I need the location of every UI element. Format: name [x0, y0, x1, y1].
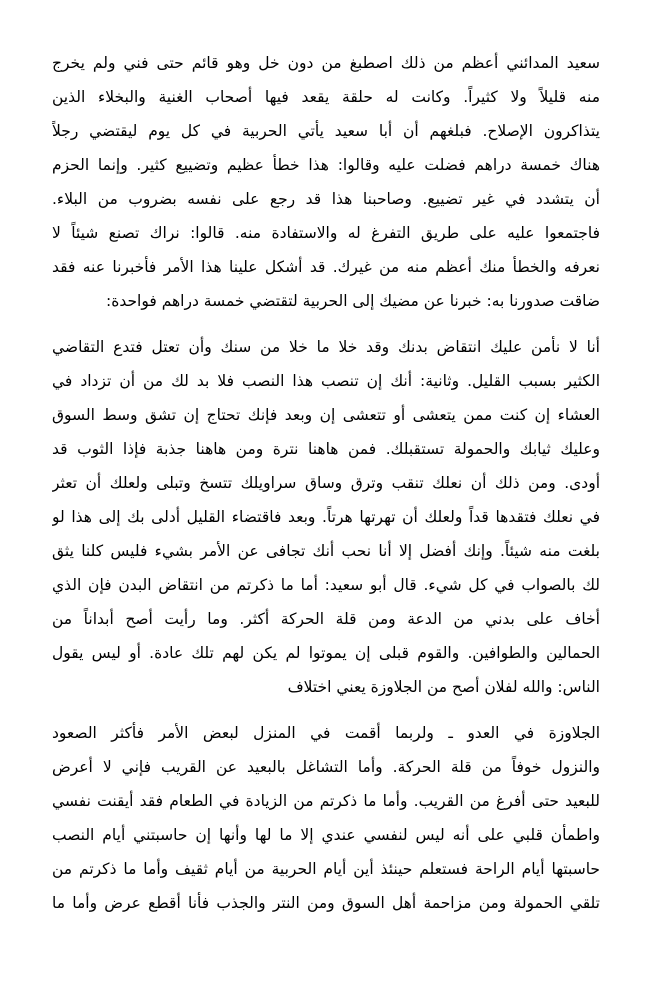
text-line: منه قليلاً ولا كثيراً. وكانت له حلقة يقعد فيها أصحاب الغنية والبخلاء الذين [52, 88, 600, 106]
text-line: أن يتشدد في غير تضييع. وصاحبنا هذا قد رجع على نفسه بضروب من البلاء. [52, 190, 600, 208]
paragraph-1 [52, 46, 600, 318]
text-line: ضاقت صدورنا به: خبرنا عن مضيك إلى الحربية لتقتضي خمسة دراهم فواحدة: [105, 292, 600, 310]
text-line: الحمالين والطوافين. والقوم قبلى إن يموتوا لم يكن لهم تلك عادة. أو ليس يقول [52, 644, 600, 662]
text-line: وعليك ثيابك والحمولة تستقبلك. فمن هاهنا نترة ومن هاهنا جذبة فإذا الثوب قد [52, 440, 600, 458]
text-line: لك بالصواب في كل شيء. قال أبو سعيد: أما ما ذكرتم من انتقاض البدن فإن الذي [52, 576, 600, 594]
text-line: بلغت منه شيئاً. وإنك أفضل إلا أنا نحب أنك تجافى عن الأمر بشيء فليس كلنا يثق [52, 542, 600, 560]
text-line: أخاف على بدني من الدعة ومن قلة الحركة أكثر. وما رأيت أصح أبداناً من [52, 610, 600, 628]
text-line: تلقي الحمولة ومن مزاحمة أهل السوق ومن النتر والجذب فأنا أقطع عرض وأما ما [52, 894, 600, 912]
text-line: يتذاكرون الإصلاح. فبلغهم أن أبا سعيد يأتي الحربية في كل يوم ليقتضي رجلاً [52, 122, 600, 140]
text-line: العشاء إن كنت ممن يتعشى أو تتعشى إن وبعد فإنك تحتاج إن تشق وسط السوق [52, 406, 600, 424]
text-line: واطمأن قلبي على أنه ليس لنفسي عندي إلا ما لها وأنها إن حاسبتني أيام النصب [52, 826, 600, 844]
text-line: في نعلك فتقدها قداً ولعلك أن تهرتها هرتاً. وبعد فاقتضاء القليل أدلى بك إلى هذا لو [52, 508, 600, 526]
text-line: أنا لا نأمن عليك انتقاض بدنك وقد خلا ما خلا من سنك وأن تعتل فتدع التقاضي [52, 338, 600, 356]
text-line: حاسبتها أيام الراحة فستعلم حينئذ أين أيام الحربية من أيام ثقيف وأما ما ذكرتم من [52, 860, 600, 878]
text-line: الناس: والله لفلان أصح من الجلاوزة يعني اختلاف [287, 678, 600, 696]
document-page [52, 46, 600, 986]
text-line: الجلاوزة في العدو ـ ولربما أقمت في المنزل لبعض الأمر فأكثر الصعود [52, 724, 600, 742]
text-line: للبعيد حتى أفرغ من القريب. وأما ما ذكرتم من الزيادة في الطعام فقد أيقنت نفسي [52, 792, 600, 810]
text-line: هناك خمسة دراهم فضلت عليه وقالوا: هذا خطأ عظيم وتضييع كثير. وإنما الحزم [52, 156, 600, 174]
paragraph-3 [52, 716, 600, 920]
text-line: أودى. ومن ذلك أن نعلك تنقب وترق وساق سراويلك تتسخ وتبلى ولعلك أن تعثر [52, 474, 600, 492]
text-line: سعيد المدائني أعظم من ذلك اصطبغ من دون خل وهو قائم حتى فني ولم يخرج [52, 54, 600, 72]
paragraph-2 [52, 330, 600, 704]
text-line: نعرفه والخطأ منك أعظم منه من غيرك. قد أشكل علينا هذا الأمر فأخبرنا عنه فقد [52, 258, 600, 276]
text-line: والنزول خوفاً من قلة الحركة. وأما التشاغل بالبعيد عن القريب فإني لا أعرض [52, 758, 600, 776]
text-line: الكثير بسبب القليل. وثانية: أنك إن تنصب هذا النصب فلا بد لك من أن تزداد في [52, 372, 600, 390]
text-line: فاجتمعوا عليه على طريق التفرغ له والاستفادة منه. قالوا: نراك تصنع شيئاً لا [52, 224, 600, 242]
